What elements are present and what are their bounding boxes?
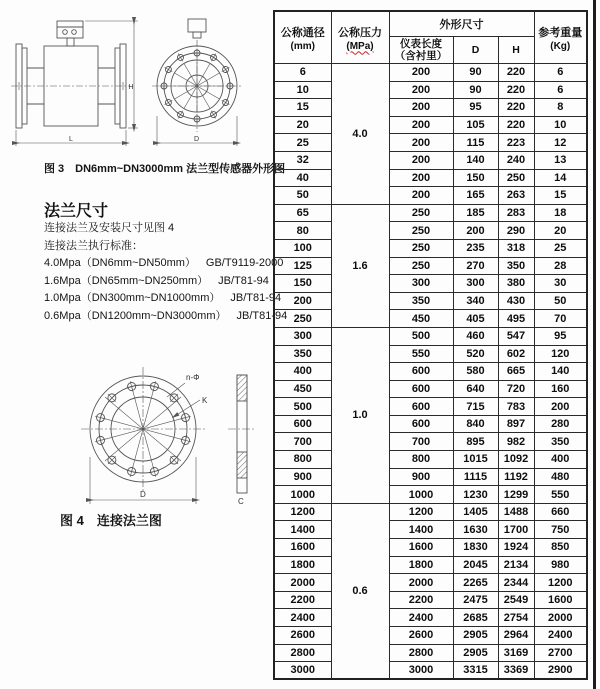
table-row: [274, 151, 587, 169]
diameter-cell: 450: [274, 380, 331, 398]
d-cell: 895: [453, 433, 498, 451]
d-cell: 90: [453, 64, 498, 82]
d-cell: 235: [453, 239, 498, 257]
pressure-cell: 0.6: [331, 503, 389, 679]
note-line-1: 连接法兰及安装尺寸见图 4: [44, 222, 175, 234]
h-cell: 220: [498, 116, 534, 134]
length-cell: 200: [389, 116, 453, 134]
diameter-cell: 32: [274, 151, 331, 169]
header-d: D: [453, 37, 498, 64]
weight-cell: 8: [534, 99, 587, 117]
spec-range: 0.6Mpa（DN1200mm~DN3000mm）: [44, 309, 227, 322]
length-cell: 1800: [389, 556, 453, 574]
h-cell: 380: [498, 275, 534, 293]
table-row: [274, 169, 587, 187]
h-cell: 350: [498, 257, 534, 275]
table-body: [274, 64, 587, 680]
length-cell: 350: [389, 292, 453, 310]
weight-cell: 480: [534, 468, 587, 486]
header-pressure: [331, 11, 389, 64]
h-cell: 220: [498, 99, 534, 117]
diameter-cell: 700: [274, 433, 331, 451]
length-cell: 200: [389, 81, 453, 99]
d-cell: 405: [453, 310, 498, 328]
table-row: [274, 468, 587, 486]
length-cell: 2000: [389, 574, 453, 592]
weight-cell: 140: [534, 363, 587, 381]
weight-cell: 30: [534, 275, 587, 293]
weight-cell: 14: [534, 169, 587, 187]
diameter-cell: 2600: [274, 627, 331, 645]
d-cell: 460: [453, 327, 498, 345]
table-row: [274, 257, 587, 275]
d-cell: 1115: [453, 468, 498, 486]
page-edge-line: [593, 0, 596, 689]
diameter-cell: 900: [274, 468, 331, 486]
length-cell: 2600: [389, 627, 453, 645]
length-cell: 900: [389, 468, 453, 486]
weight-cell: 750: [534, 521, 587, 539]
h-cell: 240: [498, 151, 534, 169]
weight-cell: 12: [534, 134, 587, 152]
length-cell: 600: [389, 363, 453, 381]
d-cell: 95: [453, 99, 498, 117]
header-diameter-unit: (mm): [290, 40, 315, 52]
d-cell: 580: [453, 363, 498, 381]
d-cell: 520: [453, 345, 498, 363]
spec-standard: JB/T81-94: [230, 292, 282, 305]
table-row: [274, 81, 587, 99]
h-cell: 318: [498, 239, 534, 257]
length-cell: 1200: [389, 503, 453, 521]
h-cell: 783: [498, 398, 534, 416]
weight-cell: 350: [534, 433, 587, 451]
h-cell: 3169: [498, 644, 534, 662]
diameter-cell: 1600: [274, 539, 331, 557]
length-cell: 2400: [389, 609, 453, 627]
d-cell: 340: [453, 292, 498, 310]
dim-label-d: D: [194, 136, 200, 143]
weight-cell: 280: [534, 415, 587, 433]
weight-cell: 2700: [534, 644, 587, 662]
weight-cell: 1200: [534, 574, 587, 592]
table-row: [274, 345, 587, 363]
table-row: [274, 556, 587, 574]
header-length-line2: （含衬里）: [394, 50, 448, 62]
sensor-side-view: [11, 21, 138, 146]
h-cell: 1488: [498, 503, 534, 521]
d-cell: 2045: [453, 556, 498, 574]
dim-label-d: D: [140, 490, 146, 499]
diameter-cell: 3000: [274, 662, 331, 680]
spec-line: [44, 255, 284, 273]
h-cell: 602: [498, 345, 534, 363]
diameter-cell: 1200: [274, 503, 331, 521]
table-row: [274, 239, 587, 257]
diameter-cell: 80: [274, 222, 331, 240]
weight-cell: 400: [534, 451, 587, 469]
length-cell: 1400: [389, 521, 453, 539]
flange-drawing-svg: [28, 362, 284, 507]
diameter-cell: 500: [274, 398, 331, 416]
spec-line: [44, 308, 288, 326]
h-cell: 982: [498, 433, 534, 451]
h-cell: 2549: [498, 591, 534, 609]
d-cell: 1830: [453, 539, 498, 557]
h-cell: 430: [498, 292, 534, 310]
table-row: [274, 574, 587, 592]
header-length: [389, 37, 453, 64]
table-row: [274, 204, 587, 222]
weight-cell: 15: [534, 187, 587, 205]
length-cell: 500: [389, 327, 453, 345]
table-row: [274, 363, 587, 381]
d-cell: 1015: [453, 451, 498, 469]
weight-cell: 200: [534, 398, 587, 416]
length-cell: 550: [389, 345, 453, 363]
length-cell: 250: [389, 257, 453, 275]
length-cell: 1600: [389, 539, 453, 557]
weight-cell: 1600: [534, 591, 587, 609]
length-cell: 3000: [389, 662, 453, 680]
d-cell: 115: [453, 134, 498, 152]
length-cell: 2800: [389, 644, 453, 662]
length-cell: 200: [389, 151, 453, 169]
sensor-front-view: [152, 19, 242, 146]
length-cell: 200: [389, 99, 453, 117]
table-row: [274, 116, 587, 134]
note-line-2: 连接法兰执行标准：: [44, 239, 143, 252]
table-row: [274, 292, 587, 310]
length-cell: 250: [389, 222, 453, 240]
h-cell: 220: [498, 81, 534, 99]
diameter-cell: 2200: [274, 591, 331, 609]
header-weight-unit: (Kg): [550, 40, 571, 52]
spec-standard: GB/T9119-2000: [205, 257, 284, 270]
pressure-cell: 4.0: [331, 64, 389, 205]
length-cell: 200: [389, 187, 453, 205]
header-dimensions: 外形尺寸: [389, 11, 534, 37]
h-cell: 547: [498, 327, 534, 345]
table-row: [274, 187, 587, 205]
header-pressure-title: 公称压力: [338, 26, 382, 39]
table-row: [274, 451, 587, 469]
d-cell: 140: [453, 151, 498, 169]
d-cell: 105: [453, 116, 498, 134]
table-row: [274, 134, 587, 152]
length-cell: 800: [389, 451, 453, 469]
diameter-cell: 300: [274, 327, 331, 345]
h-cell: 1299: [498, 486, 534, 504]
length-cell: 250: [389, 239, 453, 257]
dim-label-l: L: [69, 136, 73, 143]
table-row: [274, 521, 587, 539]
weight-cell: 2900: [534, 662, 587, 680]
header-h: H: [498, 37, 534, 64]
length-cell: 250: [389, 204, 453, 222]
h-cell: 290: [498, 222, 534, 240]
spec-standard: JB/T81-94: [236, 309, 288, 322]
diameter-cell: 1400: [274, 521, 331, 539]
table-row: [274, 415, 587, 433]
diameter-cell: 350: [274, 345, 331, 363]
d-cell: 715: [453, 398, 498, 416]
h-cell: 283: [498, 204, 534, 222]
d-cell: 2905: [453, 627, 498, 645]
spec-standard: JB/T81-94: [218, 274, 269, 287]
diameter-cell: 1800: [274, 556, 331, 574]
length-cell: 600: [389, 380, 453, 398]
d-cell: 2685: [453, 609, 498, 627]
weight-cell: 6: [534, 81, 587, 99]
diameter-cell: 2400: [274, 609, 331, 627]
d-cell: 185: [453, 204, 498, 222]
header-pressure-unit: (MPa): [346, 40, 374, 52]
h-cell: 665: [498, 363, 534, 381]
spec-range: 4.0Mpa（DN6mm~DN50mm）: [44, 257, 196, 270]
h-cell: 1092: [498, 451, 534, 469]
figure3-drawing: [10, 4, 262, 154]
dim-label-h: H: [128, 84, 134, 91]
weight-cell: 13: [534, 151, 587, 169]
diameter-cell: 200: [274, 292, 331, 310]
h-cell: 223: [498, 134, 534, 152]
weight-cell: 20: [534, 222, 587, 240]
diameter-cell: 400: [274, 363, 331, 381]
header-diameter-title: 公称通径: [280, 26, 325, 39]
h-cell: 2964: [498, 627, 534, 645]
header-weight: [534, 11, 587, 64]
weight-cell: 660: [534, 503, 587, 521]
figure3-caption: 图 3 DN6mm~DN3000mm 法兰型传感器外形图: [44, 163, 286, 175]
d-cell: 2475: [453, 591, 498, 609]
d-cell: 1405: [453, 503, 498, 521]
table-header-row: [274, 11, 587, 37]
table-row: [274, 433, 587, 451]
h-cell: 2754: [498, 609, 534, 627]
spec-range: 1.6Mpa（DN65mm~DN250mm）: [44, 274, 209, 287]
h-cell: 720: [498, 380, 534, 398]
length-cell: 700: [389, 433, 453, 451]
table-row: [274, 609, 587, 627]
weight-cell: 6: [534, 64, 587, 82]
spec-line: [44, 290, 282, 308]
diameter-cell: 125: [274, 257, 331, 275]
table-row: [274, 327, 587, 345]
flange-notes: [44, 220, 288, 326]
h-cell: 263: [498, 187, 534, 205]
header-weight-title: 参考重量: [538, 26, 583, 39]
flange-section-view: [228, 375, 256, 493]
header-diameter: [274, 11, 331, 64]
d-cell: 90: [453, 81, 498, 99]
d-cell: 150: [453, 169, 498, 187]
diameter-cell: 2800: [274, 644, 331, 662]
table-row: [274, 486, 587, 504]
h-cell: 2134: [498, 556, 534, 574]
diameter-cell: 6: [274, 64, 331, 82]
weight-cell: 2000: [534, 609, 587, 627]
table-row: [274, 310, 587, 328]
table-row: [274, 644, 587, 662]
diameter-cell: 250: [274, 310, 331, 328]
table-row: [274, 64, 587, 82]
d-cell: 165: [453, 187, 498, 205]
diameter-cell: 20: [274, 116, 331, 134]
weight-cell: 160: [534, 380, 587, 398]
dim-label-n-phi: n-Φ: [186, 373, 200, 382]
h-cell: 1700: [498, 521, 534, 539]
table-row: [274, 99, 587, 117]
weight-cell: 980: [534, 556, 587, 574]
h-cell: 897: [498, 415, 534, 433]
dim-label-c: C: [238, 497, 244, 506]
table-row: [274, 662, 587, 680]
weight-cell: 95: [534, 327, 587, 345]
table-row: [274, 275, 587, 293]
length-cell: 450: [389, 310, 453, 328]
diameter-cell: 100: [274, 239, 331, 257]
figure4-caption: 图 4 连接法兰图: [60, 513, 162, 528]
dim-label-k: K: [202, 396, 208, 405]
diameter-cell: 15: [274, 99, 331, 117]
table-row: [274, 503, 587, 521]
table-row: [274, 380, 587, 398]
d-cell: 640: [453, 380, 498, 398]
length-cell: 200: [389, 169, 453, 187]
diameter-cell: 40: [274, 169, 331, 187]
length-cell: 600: [389, 415, 453, 433]
diameter-cell: 150: [274, 275, 331, 293]
header-length-line1: 仪表长度: [400, 38, 442, 50]
spec-range: 1.0Mpa（DN300mm~DN1000mm）: [44, 292, 221, 305]
diameter-cell: 10: [274, 81, 331, 99]
d-cell: 270: [453, 257, 498, 275]
weight-cell: 120: [534, 345, 587, 363]
flange-front-view: [81, 367, 256, 504]
h-cell: 3369: [498, 662, 534, 680]
d-cell: 1630: [453, 521, 498, 539]
figure4-drawing: [28, 362, 284, 507]
weight-cell: 550: [534, 486, 587, 504]
h-cell: 495: [498, 310, 534, 328]
length-cell: 600: [389, 398, 453, 416]
diameter-cell: 800: [274, 451, 331, 469]
spec-line: [44, 273, 269, 291]
d-cell: 2265: [453, 574, 498, 592]
diameter-cell: 65: [274, 204, 331, 222]
d-cell: 300: [453, 275, 498, 293]
weight-cell: 50: [534, 292, 587, 310]
length-cell: 200: [389, 134, 453, 152]
weight-cell: 18: [534, 204, 587, 222]
table-row: [274, 539, 587, 557]
diameter-cell: 25: [274, 134, 331, 152]
sensor-outline-svg: [10, 4, 262, 154]
length-cell: 1000: [389, 486, 453, 504]
section-title: 法兰尺寸: [44, 203, 109, 220]
table-row: [274, 627, 587, 645]
h-cell: 1924: [498, 539, 534, 557]
weight-cell: 70: [534, 310, 587, 328]
d-cell: 840: [453, 415, 498, 433]
d-cell: 1230: [453, 486, 498, 504]
flange-dimensions-table: [273, 10, 588, 680]
weight-cell: 28: [534, 257, 587, 275]
length-cell: 300: [389, 275, 453, 293]
d-cell: 2905: [453, 644, 498, 662]
table-row: [274, 398, 587, 416]
diameter-cell: 600: [274, 415, 331, 433]
diameter-cell: 2000: [274, 574, 331, 592]
h-cell: 220: [498, 64, 534, 82]
length-cell: 2200: [389, 591, 453, 609]
diameter-cell: 1000: [274, 486, 331, 504]
weight-cell: 850: [534, 539, 587, 557]
weight-cell: 10: [534, 116, 587, 134]
h-cell: 1192: [498, 468, 534, 486]
table-row: [274, 591, 587, 609]
pressure-cell: 1.0: [331, 327, 389, 503]
table-row: [274, 222, 587, 240]
d-cell: 3315: [453, 662, 498, 680]
h-cell: 250: [498, 169, 534, 187]
weight-cell: 2400: [534, 627, 587, 645]
pressure-cell: 1.6: [331, 204, 389, 327]
d-cell: 200: [453, 222, 498, 240]
length-cell: 200: [389, 64, 453, 82]
weight-cell: 25: [534, 239, 587, 257]
diameter-cell: 50: [274, 187, 331, 205]
h-cell: 2344: [498, 574, 534, 592]
